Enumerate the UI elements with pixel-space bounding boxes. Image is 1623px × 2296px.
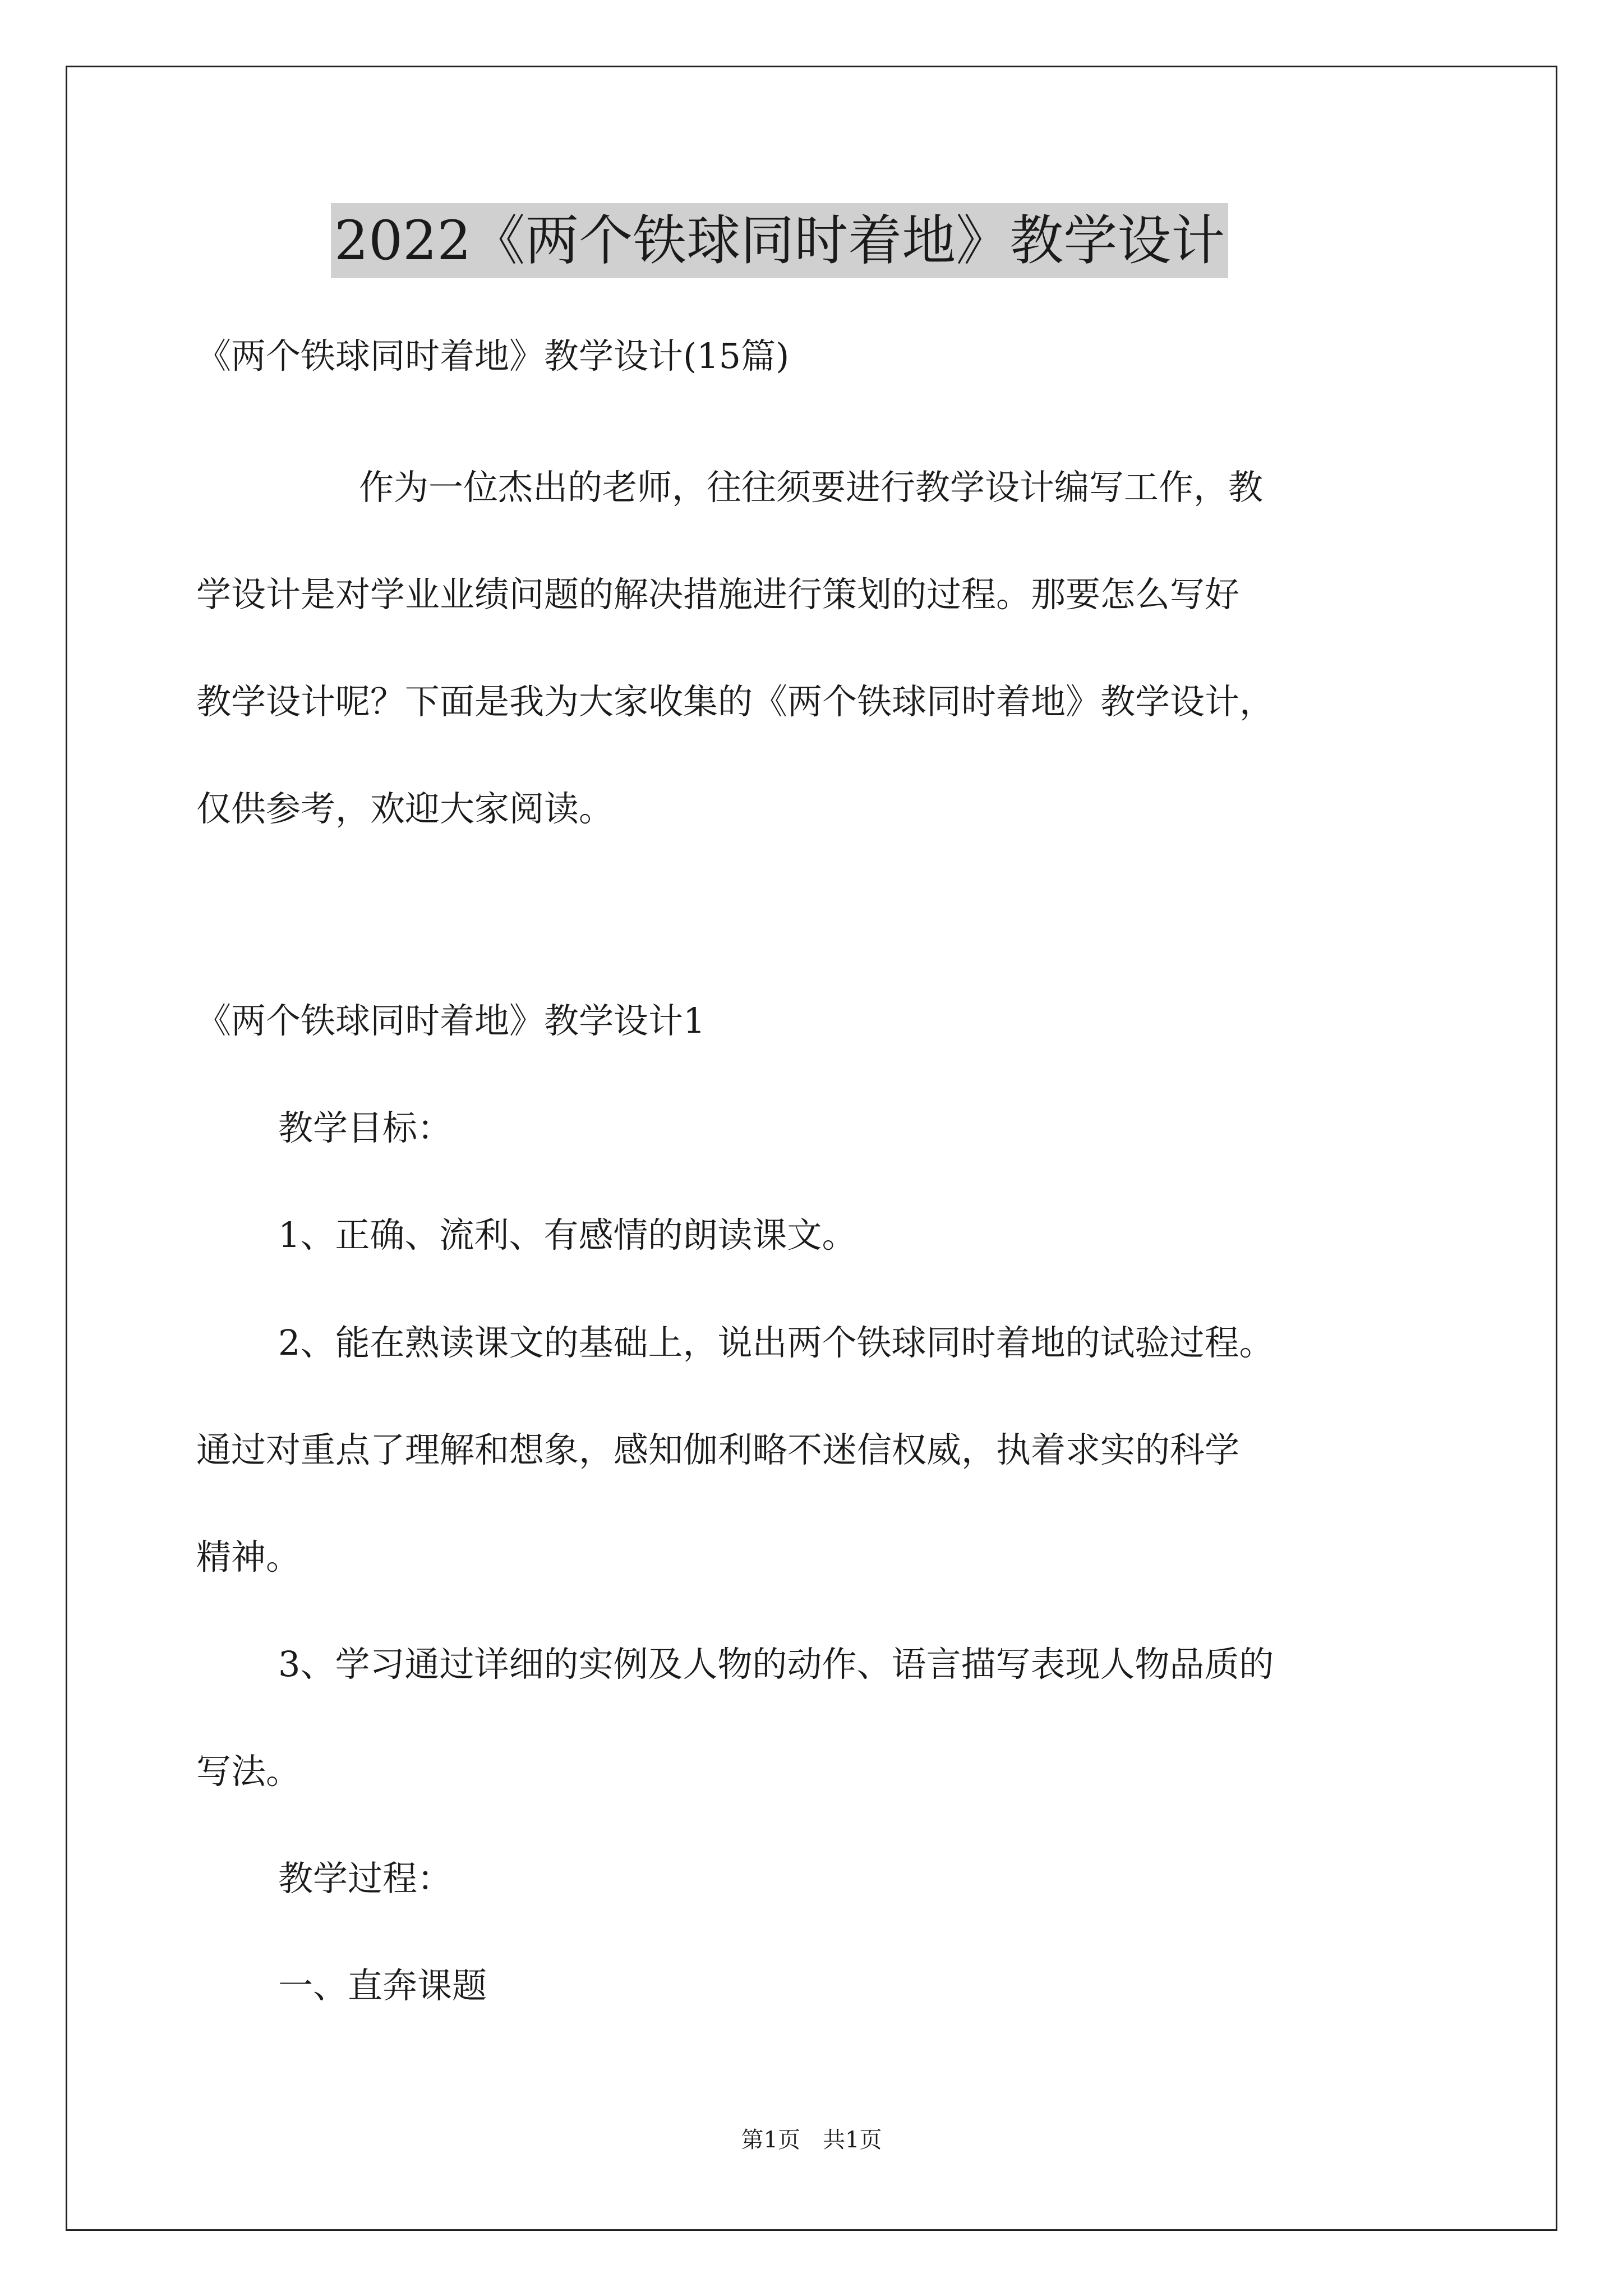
objective-3-line-2: 写法。	[196, 1751, 301, 1792]
intro-line-2: 学设计是对学业业绩问题的解决措施进行策划的过程。那要怎么写好	[196, 574, 1240, 615]
document-title: 2022《两个铁球同时着地》教学设计	[331, 203, 1228, 278]
objectives-label: 教学目标：	[278, 1107, 453, 1148]
process-step-1: 一、直奔课题	[278, 1965, 487, 2006]
objective-1: 1、正确、流利、有感情的朗读课文。	[278, 1214, 857, 1255]
objective-3-line-1: 3、学习通过详细的实例及人物的动作、语言描写表现人物品质的	[278, 1644, 1274, 1685]
intro-line-1: 作为一位杰出的老师，往往须要进行教学设计编写工作，教	[359, 467, 1264, 508]
objective-2-line-1: 2、能在熟读课文的基础上，说出两个铁球同时着地的试验过程。	[278, 1322, 1274, 1363]
page-number-current: 第1页	[741, 2127, 800, 2153]
page-number-total: 共1页	[823, 2127, 882, 2153]
section-heading: 《两个铁球同时着地》教学设计1	[196, 1000, 706, 1041]
process-label: 教学过程：	[278, 1858, 453, 1899]
intro-line-3: 教学设计呢？下面是我为大家收集的《两个铁球同时着地》教学设计，	[196, 681, 1275, 722]
document-subtitle: 《两个铁球同时着地》教学设计(15篇)	[196, 335, 790, 376]
intro-line-4: 仅供参考，欢迎大家阅读。	[196, 788, 614, 829]
page-footer	[0, 2126, 1623, 2154]
objective-2-line-2: 通过对重点了理解和想象，感知伽利略不迷信权威，执着求实的科学	[196, 1429, 1240, 1470]
objective-2-line-3: 精神。	[196, 1536, 301, 1577]
